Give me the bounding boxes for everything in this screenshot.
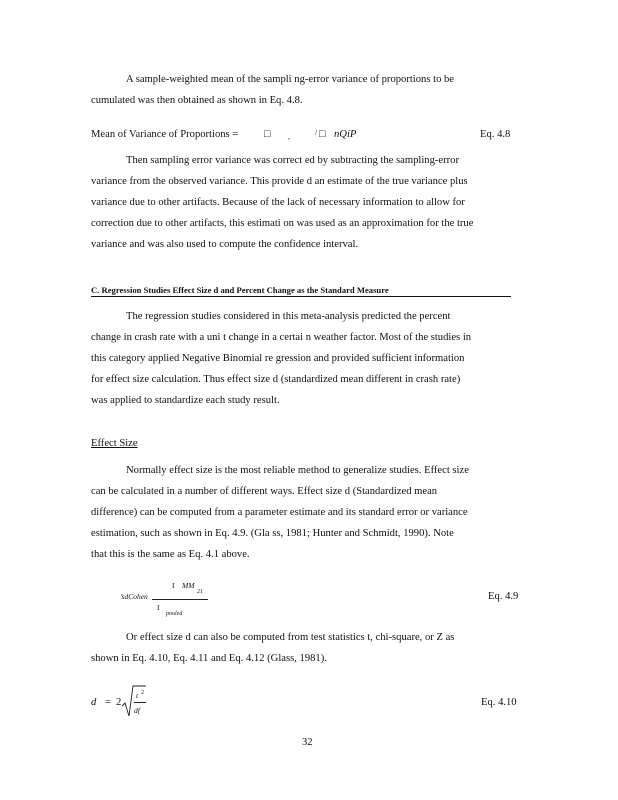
paragraph-4-line-5: that this is the same as Eq. 4.1 above.	[91, 549, 250, 560]
paragraph-3-line-3: this category applied Negative Binomial re gression and provided sufficient information	[91, 353, 465, 364]
section-c-heading: C. Regression Studies Effect Size d and Percent Change as the Standard Measure	[91, 284, 511, 297]
equation-4-10-label: Eq. 4.10	[481, 697, 517, 708]
equation-4-8-slash: /	[315, 128, 318, 137]
equation-4-10-two: 2	[116, 697, 122, 708]
effect-size-heading: Effect Size	[91, 438, 138, 449]
equation-4-9-denominator-subscript: pooled	[166, 611, 183, 617]
paragraph-4-line-2: can be calculated in a number of different ways. Effect size d (Standardized mean	[91, 486, 438, 497]
equation-4-10-superscript: 2	[141, 690, 144, 696]
paragraph-4-line-4: estimation, such as shown in Eq. 4.9. (Gla ss, 1981; Hunter and Schmidt, 1990). Note	[91, 528, 454, 539]
equation-4-8-left: Mean of Variance of Proportions =	[91, 129, 239, 140]
paragraph-3-line-4: for effect size calculation. Thus effect size d (standardized mean different in crash rate)	[91, 374, 461, 385]
equation-4-10-equals: =	[105, 697, 111, 708]
equation-4-9-numerator-i: I	[172, 581, 175, 590]
paragraph-2-line-3: variance due to other artifacts. Because of the lack of necessary information to allow for	[91, 197, 465, 208]
equation-4-9-fraction-bar	[152, 599, 208, 600]
equation-4-9-numerator-mm: MM	[182, 581, 195, 590]
equation-4-8-expression: nQiP	[334, 129, 357, 140]
paragraph-2-line-4: correction due to other artifacts, this estimati on was used as an approximation for the true	[91, 218, 474, 229]
equation-4-10-numerator: t	[136, 691, 139, 700]
equation-4-9-denominator-i: I	[157, 603, 160, 612]
equation-4-10-d: d	[91, 697, 97, 708]
page-number: 32	[302, 737, 313, 748]
paragraph-3-line-1: The regression studies considered in this meta-analysis predicted the percent	[126, 311, 451, 322]
equation-4-8-glyph-1: □	[264, 129, 271, 140]
paragraph-2-line-5: variance and was also used to compute the confidence interval.	[91, 239, 359, 250]
paragraph-4-line-3: difference) can be computed from a parameter estimate and its standard error or variance	[91, 507, 468, 518]
paragraph-5-line-1: Or effect size d can also be computed from test statistics t, chi-square, or Z as	[126, 632, 455, 643]
equation-4-10-denominator: df	[134, 706, 140, 715]
equation-4-9-numerator-subscript: 21	[197, 589, 203, 595]
equation-4-8-comma: ,	[288, 132, 290, 141]
paragraph-4-line-1: Normally effect size is the most reliable method to generalize studies. Effect size	[126, 465, 469, 476]
paragraph-1-line-1: A sample-weighted mean of the sampli ng-error variance of proportions to be	[126, 74, 455, 85]
paragraph-3-line-2: change in crash rate with a uni t change in a certai n weather factor. Most of the studies in	[91, 332, 472, 343]
equation-4-8-glyph-2: □	[319, 129, 326, 140]
paragraph-1-line-2: cumulated was then obtained as shown in Eq. 4.8.	[91, 95, 303, 106]
equation-4-9-label: Eq. 4.9	[488, 591, 519, 602]
paragraph-2-line-1: Then sampling error variance was correct ed by subtracting the sampling-error	[126, 155, 459, 166]
paragraph-2-line-2: variance from the observed variance. This provide d an estimate of the true variance plus	[91, 176, 468, 187]
equation-4-8-label: Eq. 4.8	[480, 129, 511, 140]
paragraph-5-line-2: shown in Eq. 4.10, Eq. 4.11 and Eq. 4.12 (Glass, 1981).	[91, 653, 327, 664]
paragraph-3-line-5: was applied to standardize each study result.	[91, 395, 280, 406]
equation-4-9-lhs: ’sdCohen	[120, 592, 148, 601]
